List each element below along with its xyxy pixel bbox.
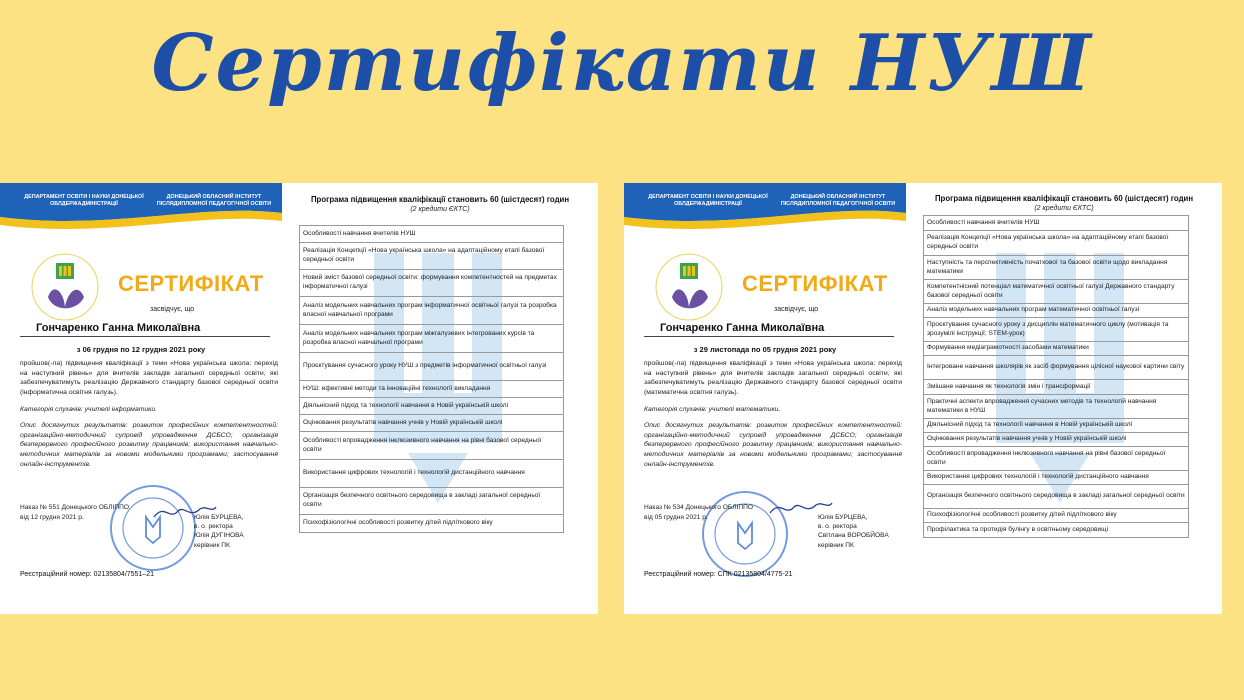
table-row: Проєктування сучасного уроку з дисциплін математичного циклу (мотивація та зрозумілі інструкції; STEM-урок) [924,318,1188,342]
program-credits: (2 кредити ЄКТС) [1034,205,1094,212]
order-info: Наказ № 534 Донецького ОБЛІППО від 05 грудня 2021 р. [644,504,753,521]
certificate-body [644,359,902,476]
nush-logo-icon [654,251,724,323]
table-row: Компетентнісний потенціал математичної освітньої галузі Державного стандарту базової середньої освіти [924,280,1188,304]
table-row: Психофізіологічні особливості розвитку дітей підліткового віку [924,509,1188,523]
table-row: Інтегроване навчання школярів як засіб формування цілісної наукової картини світу [924,356,1188,380]
table-row: Особливості впровадження інклюзивного навчання на рівні базової середньої освіти [300,432,563,460]
certificate-mathematics [624,183,1222,614]
program-heading: Програма підвищення кваліфікації становить 60 (шістдесят) годин [934,194,1194,203]
program-page [906,183,1222,614]
certificate-informatics [0,183,598,614]
table-row: Особливості навчання вчителів НУШ [300,226,563,243]
table-row: Аналіз модельних навчальних програм математичної освітньої галузі [924,304,1188,318]
certificate-front [624,183,906,614]
institute-name: ДОНЕЦЬКИЙ ОБЛАСНИЙ ІНСТИТУТ ПІСЛЯДИПЛОМНОЇ ПЕДАГОГІЧНОЇ ОСВІТИ [156,194,272,208]
program-heading: Програма підвищення кваліфікації становить 60 (шістдесят) годин [310,195,570,204]
table-row: Новий зміст базової середньої освіти: формування компетентностей на предметах інформатичної галузі [300,270,563,297]
certificate-heading: СЕРТИФІКАТ [118,271,264,296]
attests-text: засвідчує, що [774,306,819,313]
table-row: Діяльнісний підхід та технології навчання в Новій українській школі [924,419,1188,433]
table-row: Формування медіаграмотності засобами математики [924,342,1188,356]
certificate-heading: СЕРТИФІКАТ [742,271,888,296]
signers: Юлія БУРЦЕВА, в. о. ректора Юлія ДУГІНОВА керівник ПК [194,514,244,549]
table-row: Психофізіологічні особливості розвитку дітей підліткового віку [303,519,493,527]
table-row: Діяльнісний підхід та технології навчання в Новій українській школі [300,398,563,415]
attests-text: засвідчує, що [150,306,195,313]
table-row: Змішане навчання як технологія змін і трансформації [924,380,1188,395]
table-row: Аналіз модельних навчальних програм інформатичної освітньої галузі та розробка власної навчальної програми [300,297,563,325]
institute-name: ДОНЕЦЬКИЙ ОБЛАСНИЙ ІНСТИТУТ ПІСЛЯДИПЛОМНОЇ ПЕДАГОГІЧНОЇ ОСВІТИ [780,194,896,208]
certificate-front [0,183,282,614]
seal-stamp-icon [108,483,198,573]
table-row: Практичні аспекти впровадження сучасних методів та технологій навчання математики в НУШ [924,395,1188,419]
table-row: Проєктування сучасного уроку НУШ з предметів інформатичної освітньої галузі [300,353,563,381]
course-dates: з 06 грудня по 12 грудня 2021 року [76,345,206,354]
program-credits: (2 кредити ЄКТС) [410,206,470,213]
table-row: Оцінювання результатів навчання учнів у Новій українській школі [924,433,1188,447]
page-title: Сертифікати НУШ [151,18,1093,109]
recipient-name: Гончаренко Ганна Миколаївна [36,322,201,334]
table-row: Аналіз модельних навчальних програм міжгалузевих інтегрованих курсів та розробка власної навчальної програми [300,325,563,353]
course-dates: з 29 листопада по 05 грудня 2021 року [693,345,837,354]
recipient-name: Гончаренко Ганна Миколаївна [660,322,825,334]
table-row: Наступність та перспективність початкової та базової освіти щодо викладання математики [924,256,1188,280]
department-name: ДЕПАРТАМЕНТ ОСВІТИ І НАУКИ ДОНЕЦЬКОЇ ОБЛДЕРЖАДМІНІСТРАЦІЇ [24,194,144,208]
table-row: Реалізація Концепції «Нова українська школа» на адаптаційному етапі базової середньої освіти [300,243,563,270]
nush-logo-icon [30,251,100,323]
results-description: Опис досягнутих результатів: розвиток професійних компетентностей: організаційно-методичний супровід упровадження ДСБСО; організація безперервного професійного розвитку працівників; використання навчально-методичних матеріалів за новими модельними програмами; застосування онлайн-інструментів. [644,422,902,468]
department-name: ДЕПАРТАМЕНТ ОСВІТИ І НАУКИ ДОНЕЦЬКОЇ ОБЛДЕРЖАДМІНІСТРАЦІЇ [648,194,768,208]
table-row: Використання цифрових технологій і технологій дистанційного навчання [300,460,563,488]
table-row: Особливості впровадження інклюзивного навчання на рівні базової середньої освіти [924,447,1188,471]
table-row: Використання цифрових технологій і технологій дистанційного навчання [924,471,1188,485]
listener-category: Категорія слухачів: учителі математики. [644,405,781,413]
table-row: Реалізація Концепції «Нова українська школа» на адаптаційному етапі базової середньої освіти [924,231,1188,256]
table-row: Особливості навчання вчителів НУШ [924,216,1188,231]
order-info: Наказ № 551 Донецького ОБЛІППО від 12 грудня 2021 р. [20,504,129,521]
registration-number: Реєстраційний номер: 02135804/7551–21 [20,571,155,578]
signers: Юлія БУРЦЕВА, в. о. ректора Світлана ВОРОБЙОВА керівник ПК [818,514,889,549]
results-description: Опис досягнутих результатів: розвиток професійних компетентностей: організаційно-методичний супровід упровадження ДСБСО; організація безперервного професійного розвитку працівників; використання навчально-методичних матеріалів за новими модельними програмами; застосування онлайн-інструментів. [20,422,278,468]
table-row: Організація безпечного освітнього середовища в закладі загальної середньої освіти [300,488,563,515]
registration-number: Реєстраційний номер: СПК 02135804/4775-21 [644,571,793,578]
program-page [282,183,598,614]
topics-table [923,215,1189,538]
table-row: Оцінювання результатів навчання учнів у Новій українській школі [300,415,563,432]
listener-category: Категорія слухачів: учителі інформатики. [20,405,158,413]
name-underline [644,336,894,337]
course-description: пройшов(-ла) підвищення кваліфікації з теми «Нова українська школа: перехід на наступний рівень» для вчителів закладів загальної середньої освіти, які забезпечуватимуть реалізацію Державного стандарту базової середньої освіти (інформатична освітня галузь). [20,360,278,396]
table-row: Профілактика та протидія булінгу в освітньому середовищі [927,525,1109,533]
course-description: пройшов(-ла) підвищення кваліфікації з теми «Нова українська школа: перехід на наступний рівень» для вчителів закладів загальної середньої освіти, які забезпечуватимуть реалізацію Державного стандарту базової середньої освіти (математична освітня галузь). [644,360,902,396]
table-row: Організація безпечного освітнього середовища в закладі загальної середньої освіти [924,485,1188,509]
name-underline [20,336,270,337]
table-row: НУШ: ефективні методи та інноваційні технології викладання [300,381,563,398]
certificate-body [20,359,278,476]
topics-table [299,225,564,533]
